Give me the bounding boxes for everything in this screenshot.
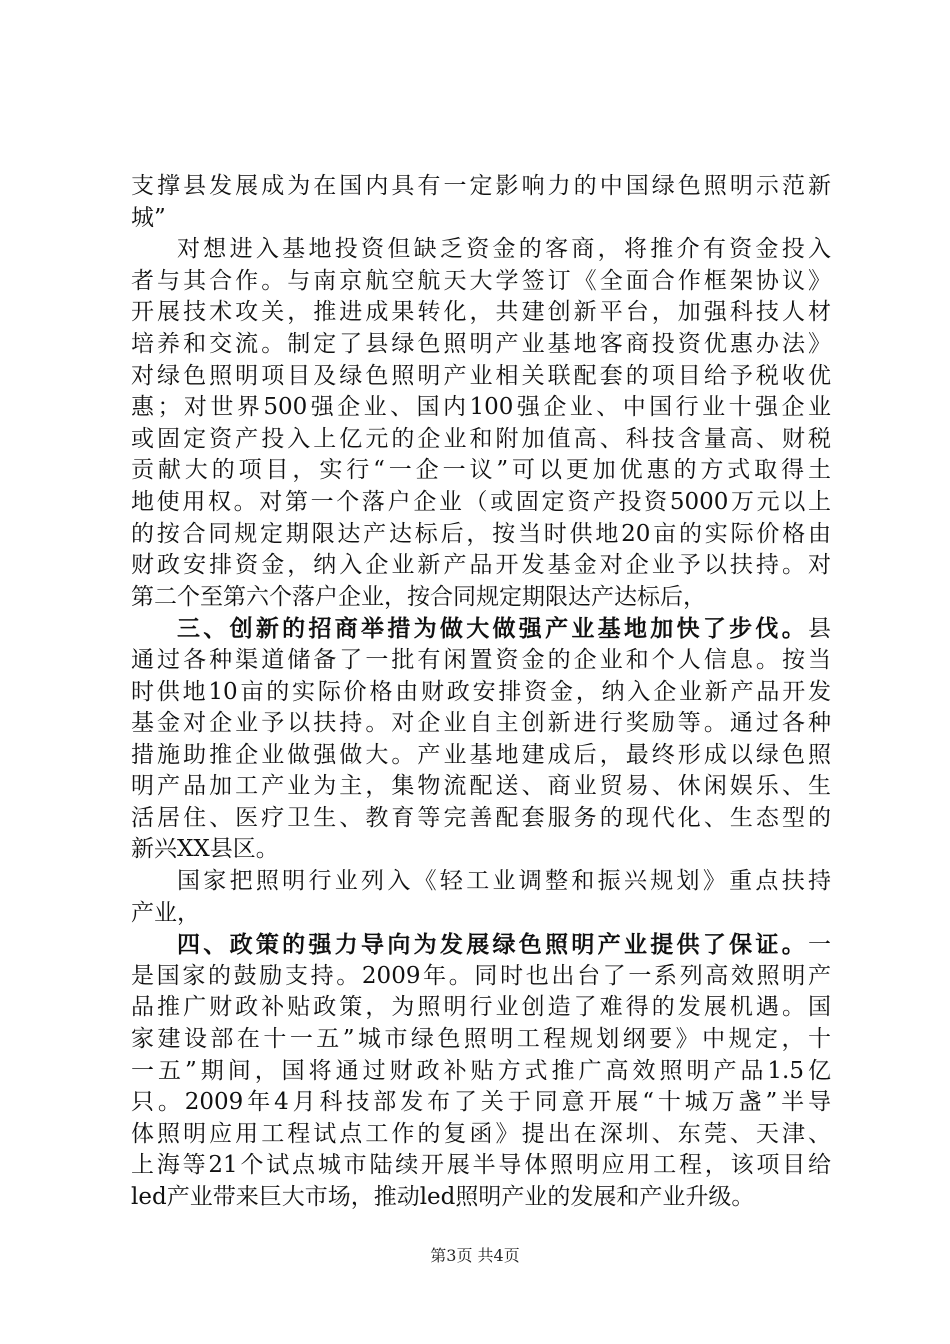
text-line: 家建设部在十一五”城市绿色照明工程规划纲要》中规定，十	[131, 1026, 831, 1053]
text-line: 培养和交流。制定了县绿色照明产业基地客商投资优惠办法》	[131, 330, 831, 357]
text-line: led产业带来巨大市场，推动led照明产业的发展和产业升级。	[131, 1184, 755, 1210]
text-line: 贡献大的项目，实行“一企一议”可以更加优惠的方式取得土	[131, 457, 831, 484]
document-page	[131, 171, 831, 1214]
paragraph-3	[131, 613, 831, 866]
text-line: 者与其合作。与南京航空航天大学签订《全面合作框架协议》	[131, 267, 831, 294]
page-footer	[0, 1243, 950, 1266]
heading-line	[131, 613, 831, 645]
section-heading: 三、创新的招商举措为做大做强产业基地加快了步伐。	[177, 615, 808, 643]
text-line: 的按合同规定期限达产达标后，按当时供地20亩的实际价格由	[131, 520, 831, 547]
text-line: 一五”期间，国将通过财政补贴方式推广高效照明产品1.5亿	[131, 1057, 831, 1084]
text-line: 品推广财政补贴政策，为照明行业创造了难得的发展机遇。国	[131, 994, 831, 1021]
text-line: 时供地10亩的实际价格由财政安排资金，纳入企业新产品开发	[131, 678, 831, 705]
text-line: 基金对企业予以扶持。对企业自主创新进行奖励等。通过各种	[131, 710, 831, 737]
page-number: 第3页 共4页	[430, 1246, 520, 1265]
section-heading: 四、政策的强力导向为发展绿色照明产业提供了保证。	[177, 931, 808, 959]
text-line: 支撑县发展成为在国内具有一定影响力的中国绿色照明示范新	[131, 173, 831, 199]
paragraph-2	[131, 234, 831, 613]
text-line: 是国家的鼓励支持。2009年。同时也出台了一系列高效照明产	[131, 962, 831, 989]
heading-tail-text: 县	[808, 616, 831, 643]
text-line: 新兴XX县区。	[131, 836, 279, 863]
text-line: 活居住、医疗卫生、教育等完善配套服务的现代化、生态型的	[131, 804, 831, 831]
text-line: 产业，	[131, 899, 200, 926]
text-line: 措施助推企业做强做大。产业基地建成后，最终形成以绿色照	[131, 741, 831, 768]
heading-tail-text: 一	[808, 932, 831, 959]
text-line: 只。2009年4月科技部发布了关于同意开展“十城万盏”半导	[131, 1089, 831, 1116]
text-line: 体照明应用工程试点工作的复函》提出在深圳、东莞、天津、	[131, 1120, 831, 1147]
text-line: 惠；对世界500强企业、国内100强企业、中国行业十强企业	[131, 394, 831, 421]
text-line: 第二个至第六个落户企业，按合同规定期限达产达标后，	[131, 583, 706, 610]
text-line: 地使用权。对第一个落户企业（或固定资产投资5000万元以上	[131, 488, 831, 515]
text-line: 开展技术攻关，推进成果转化，共建创新平台，加强科技人材	[131, 299, 831, 326]
paragraph-1	[131, 171, 831, 234]
paragraph-5	[131, 929, 831, 1213]
heading-line	[131, 929, 831, 961]
text-line: 或固定资产投入上亿元的企业和附加值高、科技含量高、财税	[131, 425, 831, 452]
text-line: 财政安排资金，纳入企业新产品开发基金对企业予以扶持。对	[131, 552, 831, 579]
text-line: 明产品加工产业为主，集物流配送、商业贸易、休闲娱乐、生	[131, 773, 831, 800]
text-line: 对想进入基地投资但缺乏资金的客商，将推介有资金投入	[177, 236, 831, 263]
paragraph-4	[131, 866, 831, 929]
text-line: 通过各种渠道储备了一批有闲置资金的企业和个人信息。按当	[131, 646, 831, 673]
text-line: 国家把照明行业列入《轻工业调整和振兴规划》重点扶持	[177, 868, 831, 895]
text-line: 上海等21个试点城市陆续开展半导体照明应用工程，该项目给	[131, 1152, 831, 1179]
text-line: 对绿色照明项目及绿色照明产业相关联配套的项目给予税收优	[131, 362, 831, 389]
text-line: 城”	[131, 204, 166, 231]
